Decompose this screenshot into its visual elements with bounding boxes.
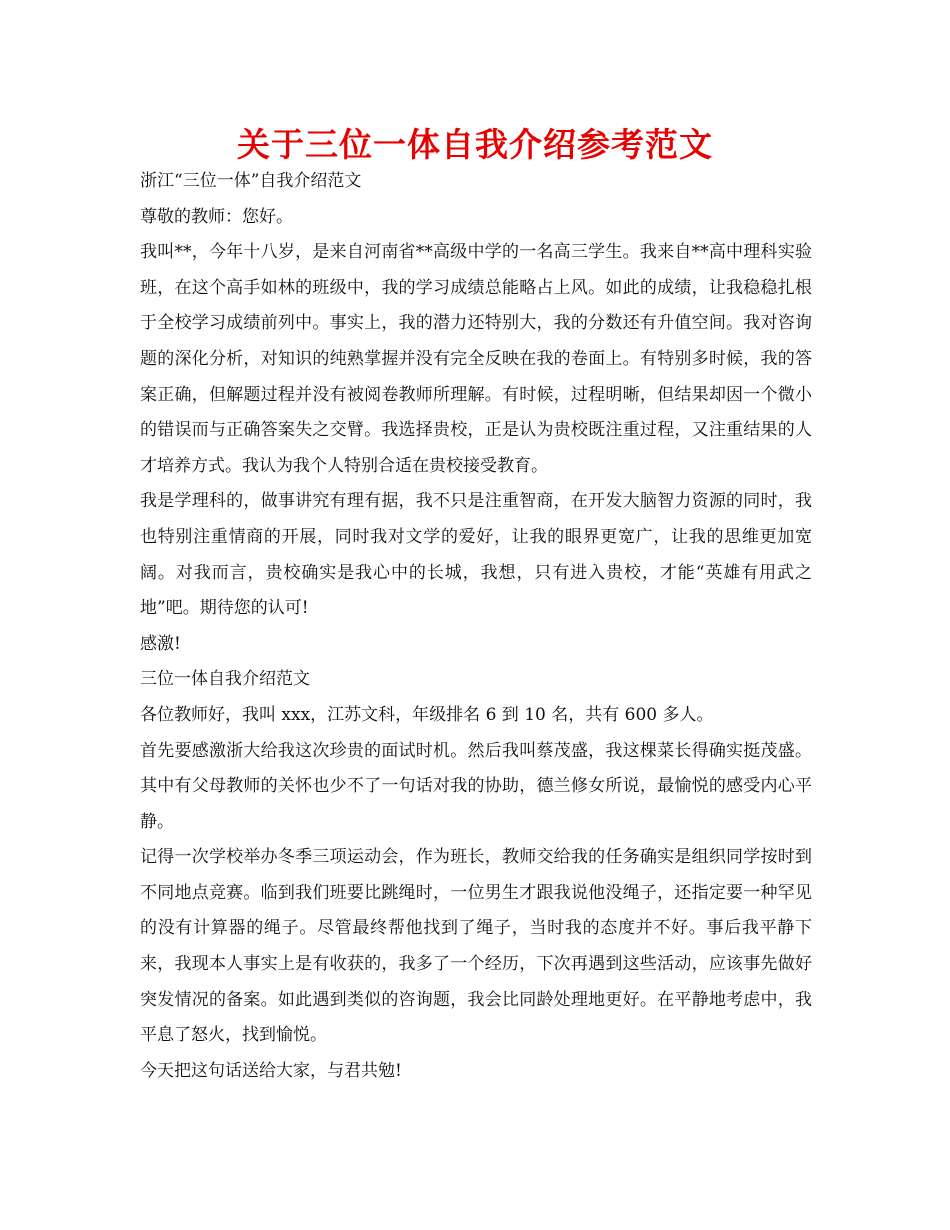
document-title: 关于三位一体自我介绍参考范文 (237, 125, 713, 164)
paragraph: 各位教师好，我叫 xxx，江苏文科，年级排名 6 到 10 名，共有 600 多人。 (140, 704, 714, 725)
paragraph: 我叫**，今年十八岁，是来自河南省**高级中学的一名高三学生。我来自**高中理科实验班，在这个高手如林的班级中，我的学习成绩总能略占上风。如此的成绩，让我稳稳扎根于全校学习成绩前列中。事实上，我的潜力还特别大，我的分数还有升值空间。我对咨询题的深化分析，对知识的纯熟掌握并没有完全反映在我的卷面上。有特别多时候，我的答案正确，但解题过程并没有被阅卷教师所理解。有时候，过程明晰，但结果却因一个微小的错误而与正确答案失之交臂。我选择贵校，正是认为贵校既注重过程，又注重结果的人才培养方式。我认为我个人特别合适在贵校接受教育。 (140, 242, 812, 476)
paragraph: 我是学理科的，做事讲究有理有据，我不只是注重智商，在开发大脑智力资源的同时，我也特别注重情商的开展，同时我对文学的爱好，让我的眼界更宽广，让我的思维更加宽阔。对我而言，贵校确实是我心中的长城，我想，只有进入贵校，才能“英雄有用武之地”吧。期待您的认可! (140, 491, 812, 619)
paragraph: 今天把这句话送给大家，与君共勉! (140, 1060, 402, 1081)
paragraph: 浙江“三位一体”自我介绍范文 (140, 171, 362, 191)
paragraph: 尊敬的教师：您好。 (140, 206, 293, 227)
paragraph: 三位一体自我介绍范文 (140, 669, 310, 690)
paragraph: 首先要感激浙大给我这次珍贵的面试时机。然后我叫蔡茂盛，我这棵菜长得确实挺茂盛。其中有父母教师的关怀也少不了一句话对我的协助，德兰修女所说，最愉悦的感受内心平静。 (140, 740, 812, 832)
document-body (140, 164, 812, 1089)
paragraph: 记得一次学校举办冬季三项运动会，作为班长，教师交给我的任务确实是组织同学按时到不同地点竞赛。临到我们班要比跳绳时，一位男生才跟我说他没绳子，还指定要一种罕见的没有计算器的绳子。尽管最终帮他找到了绳子，当时我的态度并不好。事后我平静下来，我现本人事实上是有收获的，我多了一个经历，下次再遇到这些活动，应该事先做好突发情况的备案。如此遇到类似的咨询题，我会比同龄处理地更好。在平静地考虑中，我平息了怒火，找到愉悦。 (140, 847, 812, 1046)
paragraph: 感激! (140, 633, 181, 654)
